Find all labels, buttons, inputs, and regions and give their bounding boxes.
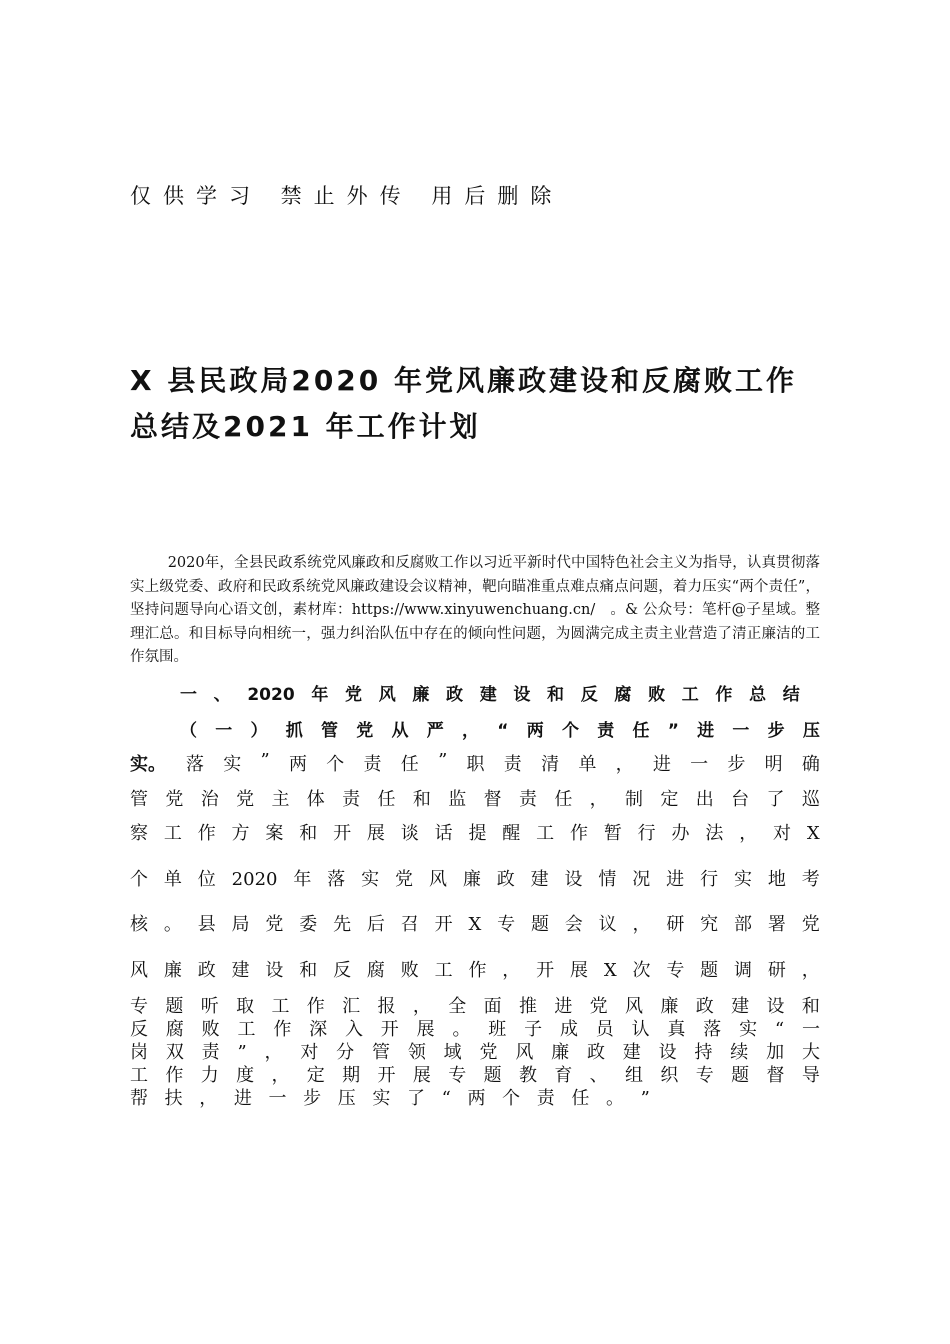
glyph: ， (271, 1065, 290, 1086)
subsection-heading-end: 实。 (130, 754, 166, 775)
glyph: 工 (237, 1019, 256, 1040)
glyph: 方 (231, 823, 250, 844)
glyph: 开 (434, 914, 453, 935)
glyph: 展 (366, 823, 385, 844)
glyph: 展 (569, 960, 588, 981)
glyph: 展 (412, 1065, 431, 1086)
glyph: 年 (293, 869, 312, 890)
glyph: 入 (344, 1019, 363, 1040)
glyph: 开 (377, 1065, 396, 1086)
glyph: 委 (299, 914, 318, 935)
section-heading (180, 680, 800, 705)
body-line-1 (130, 750, 820, 776)
title-line-1: X 县民政局2020 年党风廉政建设和反腐败工作 (130, 364, 798, 397)
body-line-5 (130, 910, 820, 936)
glyph: 落 (186, 754, 204, 775)
glyph: 步 (767, 721, 785, 741)
glyph: 明 (764, 754, 783, 775)
glyph: ， (615, 754, 634, 775)
glyph: 2020 (231, 869, 278, 890)
glyph: 一 (732, 721, 750, 741)
glyph: 管 (372, 1042, 390, 1063)
glyph: 风 (130, 960, 148, 981)
glyph: 工 (536, 823, 555, 844)
glyph: 一 (690, 754, 709, 775)
glyph: 。 (163, 914, 182, 935)
glyph: 制 (625, 789, 644, 810)
glyph: 。 (452, 1019, 471, 1040)
glyph: 后 (366, 914, 385, 935)
glyph: 败 (201, 1019, 220, 1040)
glyph: 步 (303, 1088, 322, 1109)
glyph: 建 (530, 869, 549, 890)
glyph: 总 (749, 685, 767, 705)
glyph: 育 (554, 1065, 573, 1086)
glyph: 党 (589, 996, 608, 1017)
glyph: 教 (518, 1065, 537, 1086)
glyph: 和 (801, 996, 820, 1017)
glyph: 认 (631, 1019, 650, 1040)
glyph: ” (667, 721, 679, 741)
glyph: 出 (695, 789, 714, 810)
intro-text: 2020年，全县民政系统党风廉政和反腐败工作以习近平新时代中国特色社会主义为指导，认真贯彻落实上级党委、政府和民政系统党风廉政建设会议精神，靶向瞄准重点难点痛点问题，着力压实“两个责任”，坚持问题导向心语文创，素材库：https://www.xinyuwenchuang.cn/ 。& 公众号：笔杆@子星域。整理汇总。和目标导向相统一，强力纠治队伍中存在的倾向性问题，为圆满完成主责主业营造了清正廉洁的工作氛围。 (130, 555, 820, 665)
glyph: 实 (733, 869, 752, 890)
glyph: X (468, 914, 482, 935)
glyph: 作 (569, 823, 588, 844)
glyph: 设 (766, 996, 785, 1017)
glyph: 个 (502, 1088, 521, 1109)
glyph: 醒 (502, 823, 521, 844)
glyph: 设 (564, 869, 583, 890)
glyph: 抓 (285, 721, 303, 741)
glyph: 责 (597, 721, 615, 741)
glyph: 风 (515, 1042, 534, 1063)
body-line-2 (130, 785, 820, 811)
glyph: 腐 (614, 685, 632, 705)
glyph: 分 (336, 1042, 355, 1063)
glyph: 位 (197, 869, 216, 890)
glyph: 廉 (660, 996, 679, 1017)
glyph: 对 (773, 823, 792, 844)
glyph: 责 (536, 1088, 555, 1109)
glyph: 专 (130, 996, 148, 1017)
glyph: 党 (345, 685, 363, 705)
glyph: 次 (632, 960, 651, 981)
glyph: “ (441, 1088, 451, 1109)
glyph: 暂 (603, 823, 622, 844)
glyph: 职 (466, 754, 485, 775)
glyph: 党 (165, 789, 184, 810)
glyph: 题 (165, 996, 184, 1017)
glyph: 廉 (551, 1042, 570, 1063)
body-line-11 (130, 1084, 650, 1110)
glyph: ） (250, 721, 268, 741)
glyph: 取 (236, 996, 255, 1017)
glyph: 工 (130, 1065, 148, 1086)
glyph: 续 (730, 1042, 749, 1063)
glyph: 案 (265, 823, 284, 844)
body-line-3 (130, 819, 820, 845)
glyph: 体 (306, 789, 325, 810)
glyph: 反 (580, 685, 598, 705)
glyph: 听 (200, 996, 219, 1017)
glyph: 党 (801, 914, 820, 935)
glyph: 地 (767, 869, 786, 890)
glyph: 督 (766, 1065, 785, 1086)
glyph: 台 (731, 789, 750, 810)
glyph: 和 (299, 823, 318, 844)
glyph: 开 (380, 1019, 399, 1040)
body-line-1-text (186, 750, 820, 776)
glyph: 落 (703, 1019, 722, 1040)
glyph: 扶 (164, 1088, 183, 1109)
glyph: X (603, 960, 617, 981)
glyph: 廉 (462, 869, 481, 890)
glyph: 政 (586, 1042, 605, 1063)
glyph: 大 (801, 1042, 820, 1063)
glyph: 治 (200, 789, 219, 810)
glyph: 建 (622, 1042, 641, 1063)
glyph: ” (237, 1042, 247, 1063)
glyph: 督 (483, 789, 502, 810)
glyph: 研 (666, 914, 685, 935)
glyph: 对 (300, 1042, 319, 1063)
glyph: 成 (559, 1019, 578, 1040)
glyph: 期 (342, 1065, 361, 1086)
glyph: （ (180, 721, 197, 741)
glyph: ” (640, 1088, 650, 1109)
glyph: ， (632, 914, 651, 935)
glyph: 员 (595, 1019, 614, 1040)
glyph: 深 (309, 1019, 328, 1040)
glyph: 党 (236, 789, 255, 810)
glyph: 岗 (130, 1042, 148, 1063)
glyph: 一 (215, 721, 233, 741)
glyph: 领 (407, 1042, 426, 1063)
glyph: 工 (681, 685, 699, 705)
glyph: 个 (326, 754, 345, 775)
glyph: 责 (503, 754, 522, 775)
subsection-heading (180, 716, 820, 741)
glyph: 任 (632, 721, 650, 741)
glyph: 和 (547, 685, 565, 705)
glyph: 责 (518, 789, 537, 810)
glyph: 报 (377, 996, 396, 1017)
glyph: 两 (526, 721, 544, 741)
glyph: 度 (236, 1065, 255, 1086)
glyph: 进 (652, 754, 671, 775)
glyph: 了 (766, 789, 785, 810)
glyph: 作 (197, 823, 216, 844)
glyph: 专 (666, 960, 685, 981)
glyph: 情 (598, 869, 617, 890)
glyph: 两 (289, 754, 307, 775)
glyph: 工 (271, 996, 290, 1017)
glyph: 局 (231, 914, 250, 935)
glyph: ， (739, 823, 758, 844)
glyph: 办 (671, 823, 690, 844)
glyph: 设 (658, 1042, 677, 1063)
glyph: 腐 (165, 1019, 184, 1040)
glyph: 织 (660, 1065, 679, 1086)
glyph: 调 (734, 960, 753, 981)
glyph: 责 (342, 789, 361, 810)
glyph: 党 (395, 869, 414, 890)
glyph: 先 (333, 914, 352, 935)
glyph: 。 (605, 1088, 624, 1109)
glyph: 落 (327, 869, 346, 890)
glyph: 题 (483, 1065, 502, 1086)
glyph: 子 (524, 1019, 543, 1040)
glyph: 单 (578, 754, 597, 775)
glyph: 署 (767, 914, 786, 935)
glyph: ， (199, 1088, 218, 1109)
glyph: 年 (311, 685, 329, 705)
glyph: 党 (356, 721, 374, 741)
glyph: 部 (734, 914, 753, 935)
glyph: 压 (337, 1088, 356, 1109)
glyph: 个 (130, 869, 148, 890)
glyph: 行 (637, 823, 656, 844)
glyph: 建 (231, 960, 250, 981)
glyph: 2020 (247, 685, 295, 705)
glyph: 政 (496, 869, 515, 890)
glyph: 步 (727, 754, 746, 775)
glyph: 反 (333, 960, 352, 981)
glyph: 提 (468, 823, 487, 844)
glyph: 监 (448, 789, 467, 810)
glyph: 设 (265, 960, 284, 981)
title-line-2: 总结及2021 年工作计划 (130, 410, 481, 443)
glyph: 廉 (412, 685, 430, 705)
glyph: 题 (731, 1065, 750, 1086)
glyph: 党 (479, 1042, 498, 1063)
glyph: ， (801, 960, 820, 981)
glyph: ， (502, 960, 521, 981)
glyph: 工 (163, 823, 182, 844)
glyph: 班 (488, 1019, 507, 1040)
glyph: 管 (321, 721, 338, 741)
glyph: 巡 (801, 789, 820, 810)
glyph: 设 (513, 685, 531, 705)
glyph: 主 (271, 789, 290, 810)
glyph: 管 (130, 789, 148, 810)
glyph: 真 (667, 1019, 686, 1040)
glyph: 反 (130, 1019, 148, 1040)
glyph: 加 (766, 1042, 785, 1063)
glyph: 严 (426, 721, 444, 741)
glyph: 定 (306, 1065, 325, 1086)
glyph: 召 (400, 914, 419, 935)
body-line-4 (130, 865, 820, 891)
glyph: 导 (801, 1065, 820, 1086)
glyph: ， (589, 789, 608, 810)
glyph: 政 (446, 685, 464, 705)
glyph: 专 (448, 1065, 467, 1086)
glyph: 定 (660, 789, 679, 810)
glyph: ” (260, 750, 270, 771)
glyph: 风 (625, 996, 644, 1017)
glyph: 谈 (400, 823, 419, 844)
glyph: 政 (695, 996, 714, 1017)
glyph: 进 (697, 721, 715, 741)
glyph: 专 (497, 914, 516, 935)
glyph: 了 (407, 1088, 425, 1109)
glyph: X (806, 823, 820, 844)
glyph: 题 (530, 914, 549, 935)
glyph: 两 (467, 1088, 486, 1109)
glyph: 实 (372, 1088, 391, 1109)
glyph: ， (264, 1042, 283, 1063)
glyph: 实 (739, 1019, 758, 1040)
glyph: 进 (666, 869, 685, 890)
document-title (130, 358, 850, 450)
glyph: 力 (200, 1065, 219, 1086)
glyph: 核 (130, 914, 148, 935)
glyph: 行 (700, 869, 719, 890)
glyph: 汇 (342, 996, 361, 1017)
glyph: 从 (391, 721, 409, 741)
glyph: 作 (468, 960, 487, 981)
glyph: 专 (695, 1065, 714, 1086)
glyph: 话 (434, 823, 453, 844)
glyph: 任 (400, 754, 419, 775)
glyph: 察 (130, 823, 148, 844)
glyph: 作 (273, 1019, 292, 1040)
glyph: ， (462, 721, 479, 741)
glyph: 县 (197, 914, 216, 935)
glyph: 展 (416, 1019, 435, 1040)
glyph: 、 (213, 685, 231, 705)
glyph: 帮 (130, 1088, 148, 1109)
glyph: 腐 (366, 960, 385, 981)
glyph: 题 (700, 960, 719, 981)
glyph: 建 (479, 685, 497, 705)
glyph: 建 (731, 996, 750, 1017)
glyph: 研 (767, 960, 786, 981)
glyph: 结 (782, 685, 800, 705)
glyph: ， (412, 996, 431, 1017)
glyph: ” (438, 750, 448, 771)
glyph: 面 (483, 996, 502, 1017)
glyph: 双 (165, 1042, 184, 1063)
usage-notice: 仅供学习 禁止外传 用后删除 (130, 184, 564, 208)
glyph: 法 (705, 823, 724, 844)
glyph: 域 (443, 1042, 462, 1063)
glyph: 责 (201, 1042, 220, 1063)
glyph: 一 (268, 1088, 287, 1109)
glyph: 况 (632, 869, 651, 890)
glyph: “ (497, 721, 509, 741)
glyph: 、 (589, 1065, 608, 1086)
glyph: 进 (233, 1088, 252, 1109)
glyph: 责 (363, 754, 382, 775)
glyph: 风 (428, 869, 447, 890)
glyph: 单 (163, 869, 182, 890)
glyph: 开 (333, 823, 352, 844)
glyph: 推 (518, 996, 537, 1017)
glyph: 作 (306, 996, 325, 1017)
glyph: 考 (801, 869, 820, 890)
intro-paragraph (130, 552, 820, 670)
glyph: 败 (400, 960, 419, 981)
glyph: 作 (165, 1065, 184, 1086)
glyph: 作 (715, 685, 733, 705)
glyph: 和 (299, 960, 318, 981)
glyph: 任 (554, 789, 573, 810)
glyph: 和 (412, 789, 431, 810)
glyph: 压 (802, 721, 820, 741)
glyph: 实 (361, 869, 380, 890)
glyph: 风 (378, 685, 396, 705)
glyph: 一 (801, 1019, 820, 1040)
glyph: 败 (648, 685, 666, 705)
glyph: 全 (448, 996, 467, 1017)
glyph: 组 (625, 1065, 644, 1086)
glyph: 廉 (163, 960, 182, 981)
glyph: 任 (377, 789, 396, 810)
glyph: 个 (561, 721, 579, 741)
glyph: 进 (554, 996, 573, 1017)
glyph: 确 (801, 754, 820, 775)
glyph: 工 (434, 960, 453, 981)
glyph: 一 (180, 685, 197, 705)
body-line-6 (130, 956, 820, 982)
glyph: 政 (197, 960, 216, 981)
glyph: 开 (536, 960, 555, 981)
glyph: “ (774, 1019, 785, 1040)
glyph: 党 (265, 914, 284, 935)
glyph: 实 (223, 754, 242, 775)
glyph: 清 (541, 754, 560, 775)
glyph: 持 (694, 1042, 713, 1063)
glyph: 议 (598, 914, 617, 935)
glyph: 究 (700, 914, 719, 935)
glyph: 任 (571, 1088, 590, 1109)
glyph: 会 (564, 914, 583, 935)
